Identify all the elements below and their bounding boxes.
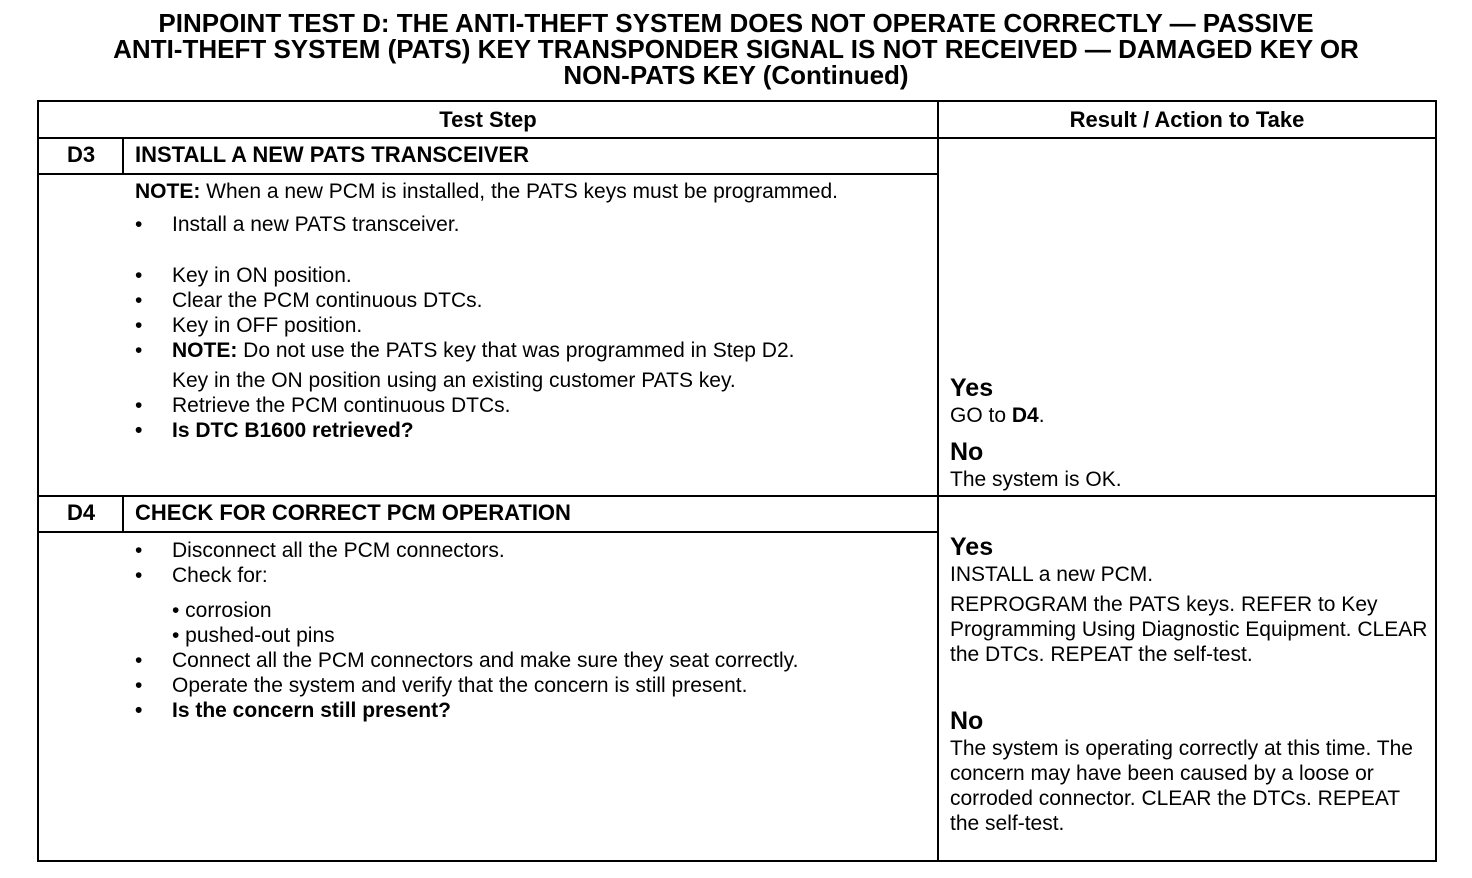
column-divider [937, 102, 939, 860]
list-item [135, 313, 925, 338]
bullet: • [135, 213, 143, 236]
list-item [135, 288, 925, 313]
step-body-d4 [135, 538, 925, 723]
d3-item-5-label: NOTE: [172, 339, 238, 362]
sub-list [135, 598, 925, 648]
step-title-d3: INSTALL A NEW PATS TRANSCEIVER [135, 142, 529, 167]
sub-list-item: • pushed-out pins [172, 624, 335, 647]
d4-item-5: Is the concern still present? [172, 699, 451, 722]
list-item [135, 563, 925, 588]
bullet: • [135, 674, 143, 697]
list-item [135, 538, 925, 563]
sub-list-item: • corrosion [172, 599, 272, 622]
d4-no-action: The system is operating correctly at this time. The concern may have been caused by a loose or corroded connector. CLEAR the DTCs. REPEAT the self-test. [950, 737, 1413, 835]
d4-item-2: Check for: [172, 564, 268, 587]
step-title-d4: CHECK FOR CORRECT PCM OPERATION [135, 500, 571, 525]
bullet: • [135, 339, 143, 362]
step-body-d3 [135, 179, 925, 443]
d4-title-divider [39, 531, 937, 533]
d4-yes-label: Yes [950, 533, 994, 561]
d3-yes-post: . [1038, 404, 1045, 427]
header-result-action: Result / Action to Take [1069, 107, 1305, 132]
d3-no-action: The system is OK. [950, 468, 1122, 491]
page-title [0, 10, 1472, 88]
bullet: • [135, 564, 143, 587]
d4-item-3: Connect all the PCM connectors and make sure they seat correctly. [172, 649, 799, 672]
d3-title-divider [39, 173, 937, 175]
bullet: • [135, 539, 143, 562]
d3-note-label: NOTE: [135, 180, 201, 203]
d4-item-1: Disconnect all the PCM connectors. [172, 539, 505, 562]
d3-note-text: When a new PCM is installed, the PATS keys must be programmed. [200, 180, 838, 203]
header-test-step: Test Step [439, 107, 537, 132]
list-item [135, 338, 925, 363]
result-d3 [950, 374, 1430, 492]
list-item [135, 648, 925, 673]
list-item [135, 418, 925, 443]
d3-item-2: Key in ON position. [172, 264, 352, 287]
d3-yes-label: Yes [950, 374, 994, 402]
list-item [135, 698, 925, 723]
list-item-continuation [135, 368, 925, 393]
list-item [135, 393, 925, 418]
d4-yes-action-1: INSTALL a new PCM. [950, 563, 1154, 586]
step-id-d4: D4 [66, 500, 96, 525]
d3-yes-ref: D4 [1011, 404, 1039, 427]
bullet: • [135, 289, 143, 312]
step-id-d3: D3 [66, 142, 96, 167]
d3-item-4: Key in OFF position. [172, 314, 363, 337]
title-line-1: PINPOINT TEST D: THE ANTI-THEFT SYSTEM DOES NOT OPERATE CORRECTLY — PASSIVE [158, 8, 1314, 38]
list-item [135, 263, 925, 288]
d3-item-3: Clear the PCM continuous DTCs. [172, 289, 483, 312]
title-line-3: NON-PATS KEY (Continued) [563, 60, 909, 90]
d3-item-5-continuation: Key in the ON position using an existing customer PATS key. [172, 369, 736, 392]
d3-item-6: Retrieve the PCM continuous DTCs. [172, 394, 511, 417]
row-divider [39, 495, 1435, 497]
bullet: • [135, 699, 143, 722]
d3-no-label: No [950, 438, 984, 466]
result-d4 [950, 533, 1430, 836]
d3-yes-pre: GO to [950, 404, 1012, 427]
list-item [135, 212, 925, 237]
title-line-2: ANTI-THEFT SYSTEM (PATS) KEY TRANSPONDER SIGNAL IS NOT RECEIVED — DAMAGED KEY OR [113, 34, 1359, 64]
bullet: • [135, 649, 143, 672]
bullet: • [135, 394, 143, 417]
d3-item-1: Install a new PATS transceiver. [172, 213, 460, 236]
d3-item-5-text: Do not use the PATS key that was programmed in Step D2. [237, 339, 795, 362]
d4-item-4: Operate the system and verify that the concern is still present. [172, 674, 748, 697]
bullet: • [135, 314, 143, 337]
d3-item-7: Is DTC B1600 retrieved? [172, 419, 414, 442]
d4-yes-action-2: REPROGRAM the PATS keys. REFER to Key Programming Using Diagnostic Equipment. CLEAR the DTCs. REPEAT the self-test. [950, 593, 1428, 666]
d4-no-label: No [950, 707, 984, 735]
list-item [135, 673, 925, 698]
bullet: • [135, 419, 143, 442]
d3-note [135, 179, 925, 204]
d3-yes-action [950, 403, 1430, 428]
bullet: • [135, 264, 143, 287]
pinpoint-test-table [37, 100, 1437, 862]
